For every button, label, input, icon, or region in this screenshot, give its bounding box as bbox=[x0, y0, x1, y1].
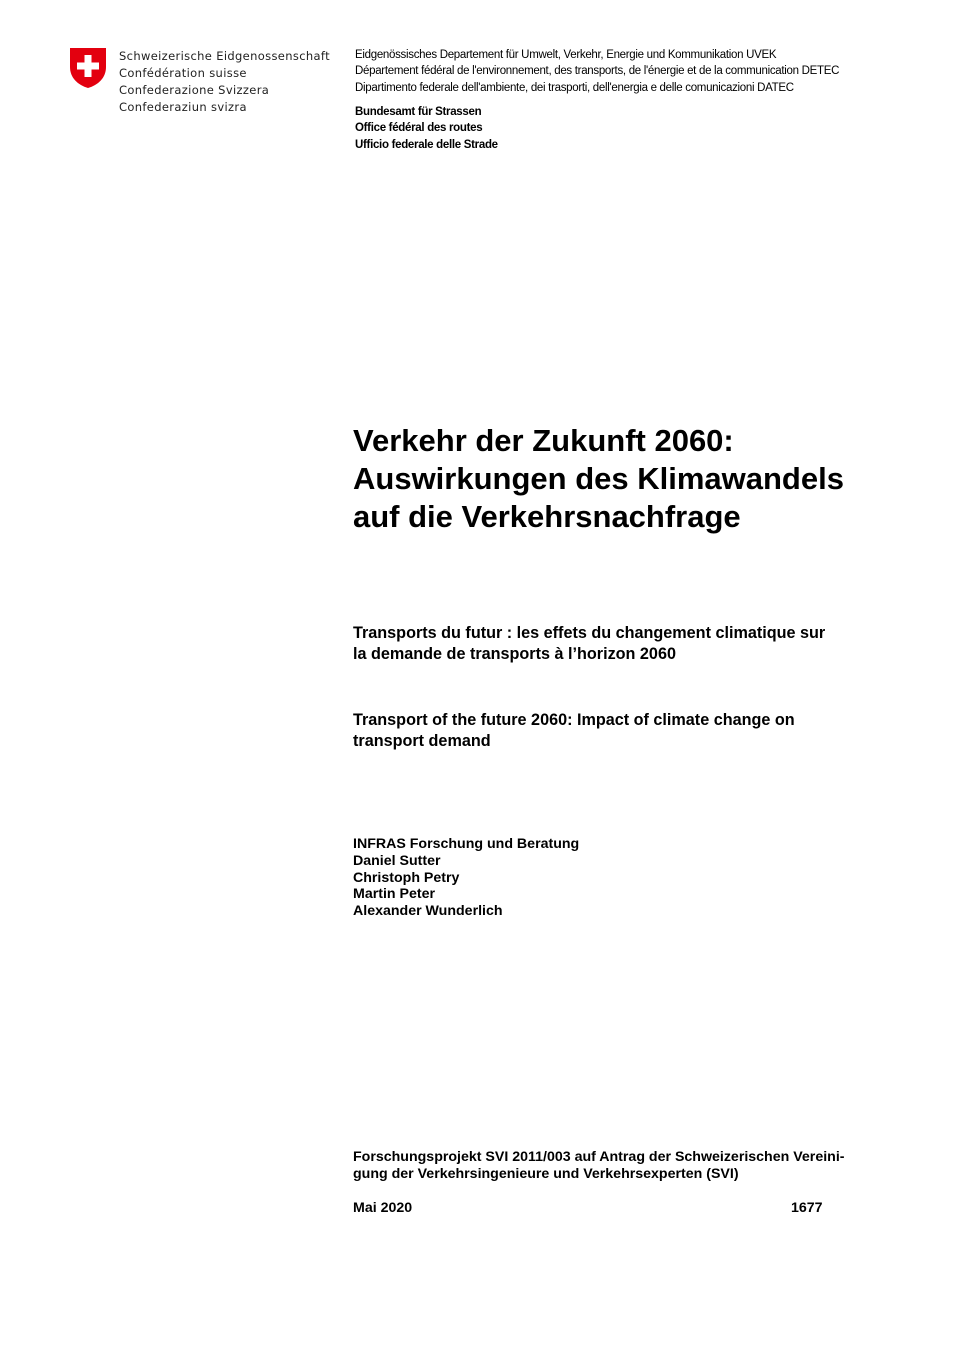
subtitle-line: transport demand bbox=[353, 731, 491, 750]
publication-date: Mai 2020 bbox=[353, 1200, 413, 1216]
swiss-coat-of-arms-icon bbox=[69, 47, 107, 89]
office-block bbox=[355, 104, 498, 153]
subtitle-line: Transport of the future 2060: Impact of climate change on bbox=[353, 711, 795, 729]
author-list bbox=[353, 836, 579, 920]
confederation-name-it: Confederazione Svizzera bbox=[119, 83, 270, 97]
department-block bbox=[355, 47, 839, 96]
office-name-fr: Office fédéral des routes bbox=[355, 122, 483, 135]
office-name-de: Bundesamt für Strassen bbox=[355, 106, 482, 118]
author-name: Alexander Wunderlich bbox=[353, 903, 503, 920]
confederation-name-de: Schweizerische Eidgenossenschaft bbox=[119, 49, 330, 63]
subtitle-line: la demande de transports à l’horizon 2060 bbox=[353, 644, 676, 663]
department-name-de: Eidgenössisches Departement für Umwelt, Verkehr, Energie und Kommunikation UVEK bbox=[355, 49, 777, 61]
subtitle-english bbox=[353, 710, 913, 751]
title-line: auf die Verkehrsnachfrage bbox=[353, 499, 741, 534]
report-number: 1677 bbox=[791, 1200, 823, 1216]
confederation-name-fr: Confédération suisse bbox=[119, 66, 247, 80]
title-line: Verkehr der Zukunft 2060: bbox=[353, 423, 734, 458]
author-organization: INFRAS Forschung und Beratung bbox=[353, 836, 580, 852]
confederation-name-rm: Confederaziun svizra bbox=[119, 100, 247, 114]
document-title bbox=[353, 422, 913, 536]
office-name-it: Ufficio federale delle Strade bbox=[355, 138, 498, 151]
title-line: Auswirkungen des Klimawandels bbox=[353, 461, 844, 496]
project-line: Forschungsprojekt SVI 2011/003 auf Antrag der Schweizerischen Vereini- bbox=[353, 1149, 845, 1165]
author-name: Martin Peter bbox=[353, 886, 435, 903]
confederation-name-block bbox=[119, 48, 330, 116]
department-name-fr: Département fédéral de l'environnement, des transports, de l'énergie et de la communication DETEC bbox=[355, 65, 840, 78]
author-name: Christoph Petry bbox=[353, 869, 460, 886]
department-name-it: Dipartimento federale dell'ambiente, dei trasporti, dell'energia e delle comunicazioni DATEC bbox=[355, 81, 794, 94]
subtitle-line: Transports du futur : les effets du changement climatique sur bbox=[353, 624, 826, 642]
project-note bbox=[353, 1149, 844, 1183]
subtitle-french bbox=[353, 623, 913, 664]
author-name: Daniel Sutter bbox=[353, 852, 441, 869]
project-line: gung der Verkehrsingenieure und Verkehrsexperten (SVI) bbox=[353, 1166, 739, 1182]
